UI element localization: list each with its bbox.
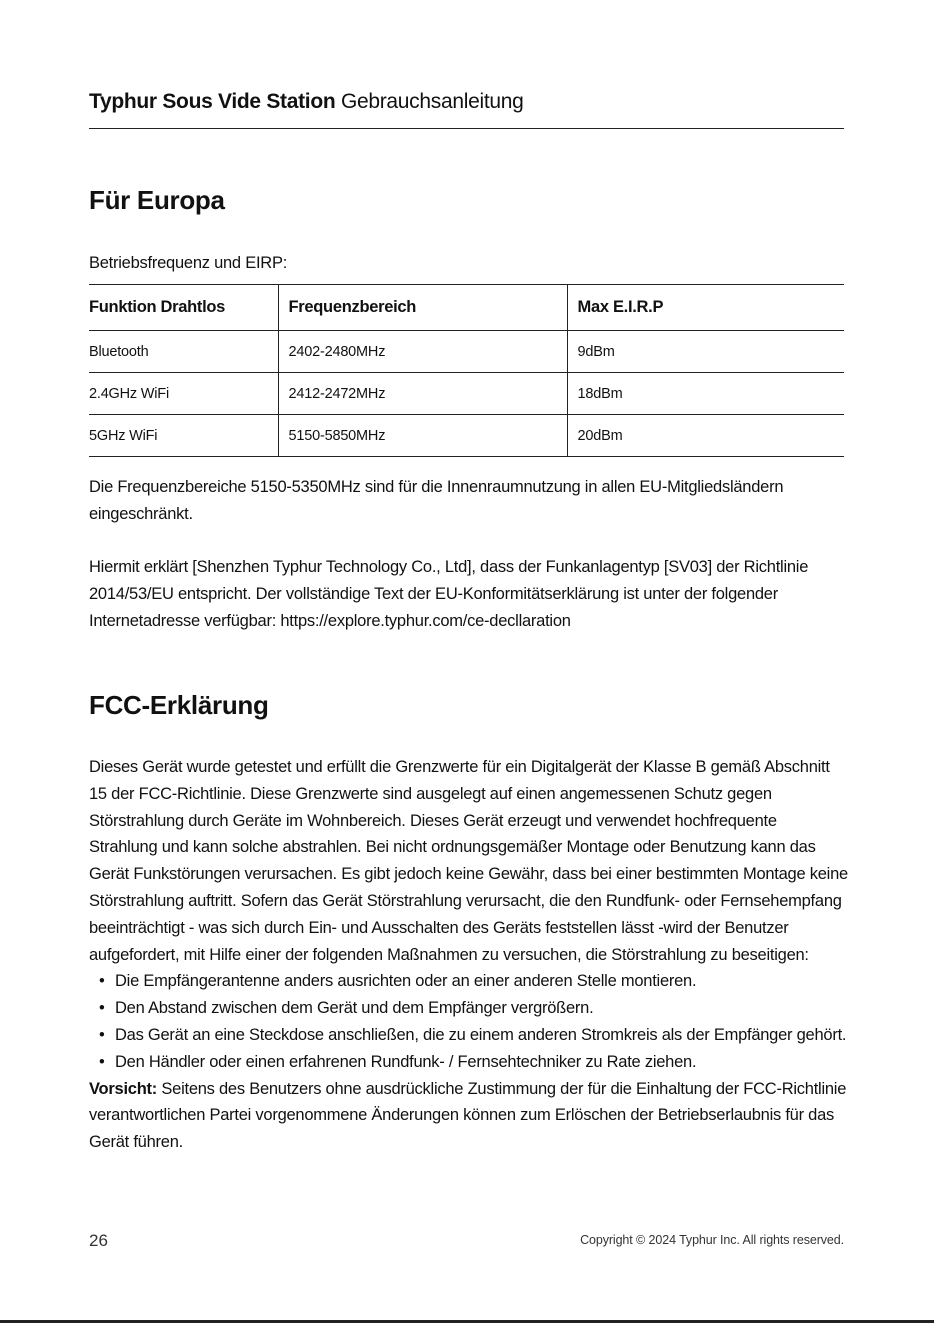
fcc-statement: Dieses Gerät wurde getestet und erfüllt die Grenzwerte für ein Digitalgerät der Klasse B gemäß Abschnitt 15 der FCC-Richtlinie. Diese Grenzwerte sind ausgelegt auf einen angemessenen Schutz gegen Störstrahlung durch Geräte im Wohnbereich. Dieses Gerät erzeugt und verwendet hochfrequente Strahlung und kann solche abstrahlen. Bei nicht ordnungsgemäßer Montage oder Benutzung kann das Gerät Funkstörungen verursachen. Es gibt jedoch keine Gewähr, dass bei einer bestimmten Montage keine Störstrahlung auftritt. Sofern das Gerät Störstrahlung verursacht, die den Rundfunk- oder Fernsehempfang beeinträchtigt - was sich durch Ein- und Ausschalten des Geräts feststellen lässt -wird der Benutzer aufgefordert, mit Hilfe einer der folgenden Maßnahmen zu versuchen, die Störstrahlung zu beseitigen: [89,758,848,964]
table-cell-frequency: 2402-2480MHz [278,331,567,373]
column-header-frequency: Frequenzbereich [278,285,567,331]
measure-text: Den Abstand zwischen dem Gerät und dem Empfänger vergrößern. [115,999,594,1018]
table-cell-function: 5GHz WiFi [89,415,278,457]
column-header-function: Funktion Drahtlos [89,285,278,331]
header-subtitle: Gebrauchsanleitung [340,90,524,113]
indoor-use-note: Die Frequenzbereiche 5150-5350MHz sind für die Innenraumnutzung in allen EU-Mitgliedsländern eingeschränkt. [89,478,784,523]
caution-paragraph [89,1076,849,1156]
list-item [89,1022,849,1049]
bullet: • [99,1052,105,1071]
table-header-row [89,285,844,331]
table-row [89,331,844,373]
measures-list [89,968,849,1075]
caution-label: Vorsicht: [89,1079,158,1098]
bullet: • [99,972,105,991]
table-cell-frequency: 2412-2472MHz [278,373,567,415]
table-cell-function: 2.4GHz WiFi [89,373,278,415]
fcc-heading: FCC-Erklärung [89,690,269,720]
table-cell-eirp: 9dBm [567,331,844,373]
bullet: • [99,999,105,1018]
table-cell-eirp: 18dBm [567,373,844,415]
table-cell-function: Bluetooth [89,331,278,373]
table-row [89,373,844,415]
page-number: 26 [89,1231,108,1250]
list-item [89,995,849,1022]
measure-text: Die Empfängerantenne anders ausrichten oder an einer anderen Stelle montieren. [115,972,697,991]
conformity-declaration: Hiermit erklärt [Shenzhen Typhur Technology Co., Ltd], dass der Funkanlagentyp [SV03] der Richtlinie 2014/53/EU entspricht. Der vollständige Text der EU-Konformitätserklärung ist unter der folgender Internetadresse verfügbar: https://explore.typhur.com/ce-decllaration [89,558,809,630]
table-cell-eirp: 20dBm [567,415,844,457]
list-item [89,1049,849,1076]
header-brand: Typhur Sous Vide Station [89,90,336,113]
measure-text: Den Händler oder einen erfahrenen Rundfunk- / Fernsehtechniker zu Rate ziehen. [115,1052,697,1071]
list-item [89,968,849,995]
bullet: • [99,1025,105,1044]
page-header [89,88,844,116]
caution-text: Seitens des Benutzers ohne ausdrückliche Zustimmung der für die Einhaltung der FCC-Richtlinie verantwortlichen Partei vorgenommene Änderungen können zum Erlöschen der Betriebserlaubnis für das Gerät führen. [89,1079,847,1152]
table-row [89,415,844,457]
column-header-eirp: Max E.I.R.P [567,285,844,331]
measure-text: Das Gerät an eine Steckdose anschließen, die zu einem anderen Stromkreis als der Empfänger gehört. [115,1025,847,1044]
table-cell-frequency: 5150-5850MHz [278,415,567,457]
header-divider [89,128,844,129]
frequency-table [89,284,844,457]
europe-heading: Für Europa [89,185,225,215]
copyright-notice: Copyright © 2024 Typhur Inc. All rights reserved. [580,1233,844,1247]
fcc-section [89,754,849,1156]
frequency-intro: Betriebsfrequenz und EIRP: [89,254,288,272]
